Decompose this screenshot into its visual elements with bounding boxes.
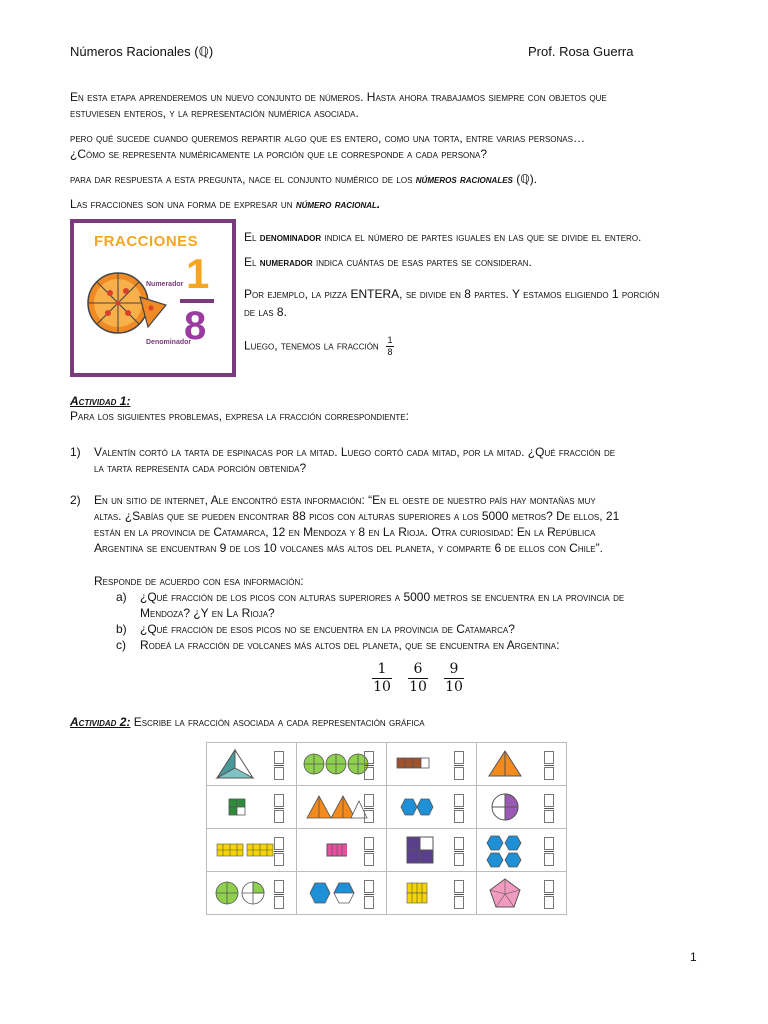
qa-line1: ¿Qué fracción de los picos con alturas superiores a 5000 metros se encuentra en la provincia de (140, 590, 625, 604)
answer-box[interactable] (274, 837, 284, 863)
answer-box[interactable] (364, 751, 374, 777)
activity2-title: Actividad 2: (70, 715, 131, 729)
option2-den: 10 (409, 679, 427, 695)
fraction-exercise-grid (206, 742, 567, 915)
intro-p4-b: número racional. (295, 197, 381, 211)
option3-num: 9 (449, 661, 459, 677)
option-fraction-2[interactable] (408, 662, 428, 695)
explain-e4: Luego, tenemos la fracción (244, 338, 379, 353)
figure-fraction-bar (180, 299, 214, 303)
activity1-intro: Para los siguientes problemas, expresa la fracción correspondiente: (70, 409, 409, 423)
hexagon-pair-icon (303, 877, 369, 909)
intro-p1-line1: En esta etapa aprenderemos un nuevo conjunto de números. Hasta ahora trabajamos siempre con objetos que (70, 90, 607, 104)
grid-row (207, 829, 567, 872)
option-fraction-1[interactable] (372, 662, 392, 695)
intro-p4-a: Las fracciones son una forma de expresar un (70, 197, 293, 211)
explain-line4 (244, 336, 394, 357)
option1-den: 10 (373, 679, 391, 695)
fractions-figure (70, 219, 236, 377)
option2-num: 6 (413, 661, 423, 677)
answer-box[interactable] (364, 794, 374, 820)
header-author: Prof. Rosa Guerra (528, 44, 634, 59)
yellow-blocks-icon (393, 877, 437, 909)
intro-p3-c: (ℚ). (516, 172, 538, 186)
q1-line2: la tarta representa cada porción obtenida? (94, 461, 307, 475)
intro-p3-a: para dar respuesta a esta pregunta, nace el conjunto numérico de los (70, 172, 413, 186)
grid-cell (387, 829, 477, 872)
qa-line2: Mendoza? ¿Y en La Rioja? (140, 606, 275, 620)
explain-e2-b: numerador (259, 255, 313, 269)
grid-cell (387, 786, 477, 829)
intro-p3 (70, 172, 537, 186)
q1-number: 1) (70, 445, 81, 459)
q1-line1: Valentín cortó la tarta de espinacas por la mitad. Luego cortó cada mitad, por la mitad. ¿Qué fracción de (94, 445, 616, 459)
explain-line1 (244, 230, 641, 244)
pink-bar-icon (303, 834, 347, 866)
fraction-one-eighth (386, 336, 394, 357)
answer-box[interactable] (364, 837, 374, 863)
answer-box[interactable] (544, 837, 554, 863)
grid-cell (207, 829, 297, 872)
explain-line2 (244, 255, 532, 269)
grid-cell (477, 872, 567, 915)
figure-numerator: 1 (186, 250, 210, 297)
pizza-slice-icon (138, 295, 168, 329)
numerator-label: Numerador (146, 281, 184, 288)
activity2-header (70, 715, 425, 729)
grid-cell (477, 743, 567, 786)
yellow-grids-icon (213, 834, 279, 866)
grid-row (207, 786, 567, 829)
green-squares-icon (213, 791, 257, 823)
frac-den: 8 (387, 347, 393, 357)
answer-box[interactable] (544, 794, 554, 820)
q2-line3: están en la provincia de Catamarca, 12 en Mendoza y 8 en La Rioja. Otra curiosidad: En la República (94, 525, 596, 539)
blue-hexagons-group-icon (483, 834, 533, 870)
explain-line3b: de las 8. (244, 305, 287, 319)
grid-cell (297, 743, 387, 786)
green-circles-pair-icon (213, 877, 279, 909)
grid-cell (387, 872, 477, 915)
option1-num: 1 (377, 661, 387, 677)
blue-hexagons-icon (393, 791, 437, 823)
denominator-label: Denominador (146, 339, 192, 346)
answer-box[interactable] (274, 794, 284, 820)
answer-box[interactable] (544, 880, 554, 906)
answer-box[interactable] (454, 751, 464, 777)
explain-e2-c: indica cuántas de esas partes se consideran. (316, 255, 532, 269)
option-fraction-3[interactable] (444, 662, 464, 695)
figure-title: FRACCIONES (94, 233, 199, 250)
page-number: 1 (690, 950, 697, 964)
answer-box[interactable] (454, 794, 464, 820)
q2-line2: altas. ¿Sabías que se pueden encontrar 88 picos con alturas superiores a los 5000 metros? De ellos, 21 (94, 509, 620, 523)
intro-p1-line2: estuviesen enteros, y la representación numérica asociada. (70, 106, 359, 120)
answer-box[interactable] (364, 880, 374, 906)
grid-row (207, 872, 567, 915)
grid-cell (207, 743, 297, 786)
qc-label: c) (116, 638, 126, 652)
grid-cell (297, 872, 387, 915)
frac-num: 1 (387, 335, 393, 345)
grid-row (207, 743, 567, 786)
explain-e1-b: denominador (259, 230, 322, 244)
qc-line1: Rodeá la fracción de volcanes más altos del planeta, que se encuentra en Argentina: (140, 638, 560, 652)
respond-line: Responde de acuerdo con esa información: (94, 574, 304, 588)
answer-box[interactable] (274, 880, 284, 906)
grid-cell (297, 829, 387, 872)
qb-label: b) (116, 622, 127, 636)
answer-box[interactable] (274, 751, 284, 777)
green-circles-icon (303, 748, 369, 780)
explain-e1-c: indica el número de partes iguales en las que se divide el entero. (324, 230, 642, 244)
qb-line1: ¿Qué fracción de esos picos no se encuentra en la provincia de Catamarca? (140, 622, 515, 636)
grid-cell (297, 786, 387, 829)
purple-square-icon (393, 834, 437, 866)
orange-triangle-icon (483, 748, 527, 780)
option3-den: 10 (445, 679, 463, 695)
answer-box[interactable] (544, 751, 554, 777)
qa-label: a) (116, 590, 127, 604)
triangle-shape-icon (213, 748, 257, 780)
intro-p2-line2: ¿Cómo se representa numéricamente la porción que le corresponde a cada persona? (70, 147, 488, 161)
grid-cell (207, 872, 297, 915)
pink-pentagon-icon (483, 877, 527, 909)
intro-p3-b: números racionales (415, 172, 513, 186)
brown-rectangles-icon (393, 748, 437, 780)
q2-line1: En un sitio de internet, Ale encontró esta información: “En el oeste de nuestro país hay montañas muy (94, 493, 596, 507)
activity1-title: Actividad 1: (70, 394, 131, 408)
answer-box[interactable] (454, 837, 464, 863)
q2-line4: Argentina se encuentran 9 de los 10 volcanes más altos del planeta, y comparte 6 de ellos con Chile”. (94, 541, 603, 555)
explain-e2-a: El (244, 255, 257, 269)
explain-line3: Por ejemplo, la pizza ENTERA, se divide en 8 partes. Y estamos eligiendo 1 porción (244, 287, 660, 301)
purple-octagon-icon (483, 791, 527, 823)
grid-cell (387, 743, 477, 786)
intro-p4 (70, 197, 380, 211)
grid-cell (207, 786, 297, 829)
activity2-intro: Escribe la fracción asociada a cada representación gráfica (133, 715, 425, 729)
header-title: Números Racionales (ℚ) (70, 44, 214, 59)
q2-number: 2) (70, 493, 81, 507)
answer-box[interactable] (454, 880, 464, 906)
explain-e1-a: El (244, 230, 257, 244)
intro-p2-line1: pero qué sucede cuando queremos repartir algo que es entero, como una torta, entre varias personas… (70, 131, 585, 145)
grid-cell (477, 786, 567, 829)
orange-triangles-icon (303, 791, 369, 823)
grid-cell (477, 829, 567, 872)
figure-denominator: 8 (184, 304, 207, 348)
